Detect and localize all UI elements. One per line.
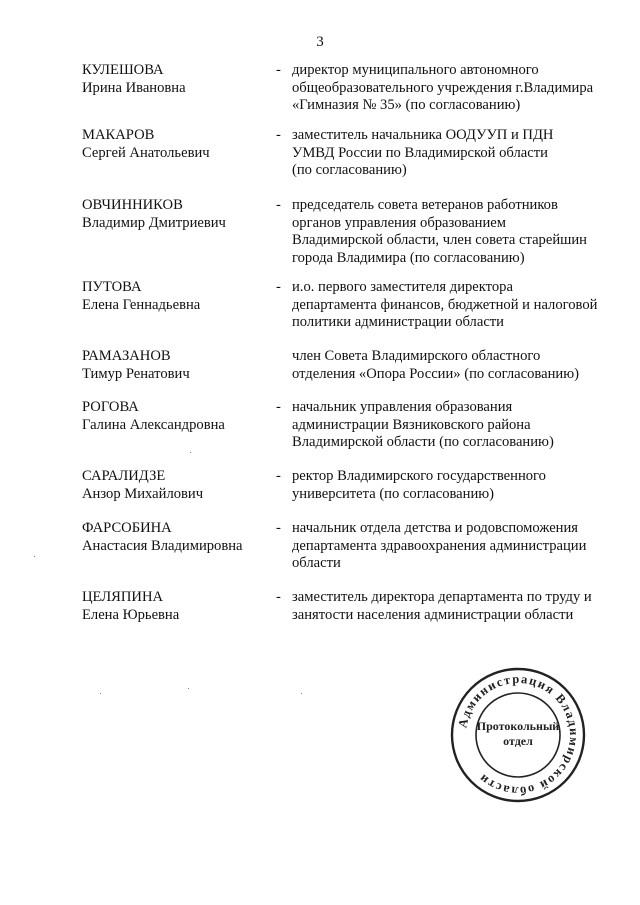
stamp-seal-icon — [448, 665, 588, 805]
member-surname: РОГОВА — [82, 399, 139, 415]
member-surname: МАКАРОВ — [82, 127, 155, 143]
member-name — [82, 589, 272, 624]
member-role: заместитель начальника ООДУУП и ПДН УМВД России по Владимирской области (по согласованию) — [292, 127, 554, 178]
member-role: и.о. первого заместителя директора департамента финансов, бюджетной и налоговой политики администрации области — [292, 279, 598, 330]
entry-dash: - — [276, 399, 281, 415]
member-surname: КУЛЕШОВА — [82, 62, 164, 78]
member-given-name: Сергей Анатольевич — [82, 144, 210, 161]
member-surname: ПУТОВА — [82, 279, 142, 295]
stamp-center-line1: Протокольный — [476, 719, 560, 733]
member-role: начальник управления образования администрации Вязниковского района Владимирской области (по согласованию) — [292, 399, 554, 450]
member-role: ректор Владимирского государственного университета (по согласованию) — [292, 468, 546, 502]
member-surname: РАМАЗАНОВ — [82, 348, 171, 364]
member-name — [82, 279, 272, 314]
scan-speck — [190, 452, 191, 453]
member-role: председатель совета ветеранов работников органов управления образованием Владимирской области, член совета старейшин города Владимира (по согласованию) — [292, 197, 587, 266]
member-given-name: Галина Александровна — [82, 416, 225, 433]
member-surname: ЦЕЛЯПИНА — [82, 589, 164, 605]
member-surname: САРАЛИДЗЕ — [82, 468, 166, 484]
scan-speck — [301, 693, 302, 694]
member-name — [82, 127, 272, 162]
member-name — [82, 520, 272, 555]
member-given-name: Елена Юрьевна — [82, 606, 180, 623]
page-number: 3 — [316, 34, 324, 50]
member-role: заместитель директора департамента по труду и занятости населения администрации области — [292, 589, 592, 623]
scan-speck — [34, 556, 35, 557]
member-role: директор муниципального автономного общеобразовательного учреждения г.Владимира «Гимназия № 35» (по согласованию) — [292, 62, 594, 113]
stamp-center-line2: отдел — [503, 734, 533, 748]
entry-dash: - — [276, 520, 281, 536]
member-name — [82, 468, 272, 503]
member-given-name: Елена Геннадьевна — [82, 296, 201, 313]
entry-dash: - — [276, 127, 281, 143]
member-given-name: Владимир Дмитриевич — [82, 214, 226, 231]
member-name — [82, 62, 272, 97]
entry-dash: - — [276, 468, 281, 484]
member-surname: ФАРСОБИНА — [82, 520, 172, 536]
member-name — [82, 399, 272, 434]
member-surname: ОВЧИННИКОВ — [82, 197, 183, 213]
scan-speck — [100, 693, 101, 694]
entry-dash: - — [276, 62, 281, 78]
entry-dash: - — [276, 279, 281, 295]
member-name — [82, 197, 272, 232]
official-stamp — [448, 665, 588, 805]
member-name — [82, 348, 272, 383]
entry-dash: - — [276, 197, 281, 213]
member-given-name: Анзор Михайлович — [82, 485, 204, 502]
member-role: начальник отдела детства и родовспоможения департамента здравоохранения администрации области — [292, 520, 587, 571]
member-given-name: Анастасия Владимировна — [82, 537, 243, 554]
stamp-ring-text: Администрация Владимирской области — [455, 671, 582, 799]
member-role: член Совета Владимирского областного отделения «Опора России» (по согласованию) — [292, 348, 579, 382]
entry-dash: - — [276, 589, 281, 605]
member-given-name: Ирина Ивановна — [82, 79, 186, 96]
scan-speck — [188, 688, 189, 689]
member-given-name: Тимур Ренатович — [82, 365, 190, 382]
